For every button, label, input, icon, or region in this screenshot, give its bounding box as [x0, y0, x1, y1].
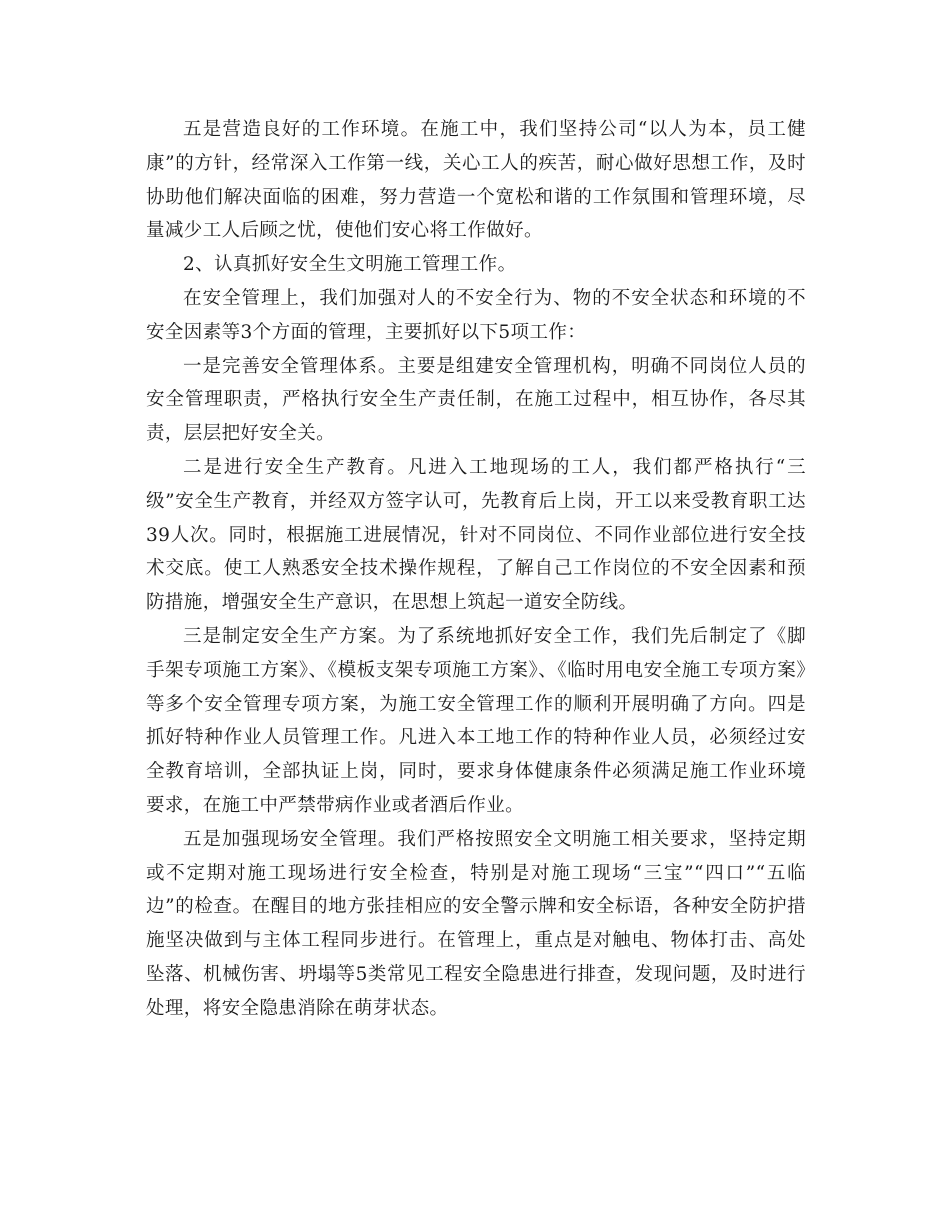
paragraph-safety-system: 一是完善安全管理体系。主要是组建安全管理机构，明确不同岗位人员的安全管理职责，严格执行安全生产责任制，在施工过程中，相互协作，各尽其责，层层把好安全关。 [146, 355, 806, 445]
paragraph-safety-intro: 在安全管理上，我们加强对人的不安全行为、物的不安全状态和环境的不安全因素等3个方面的管理，主要抓好以下5项工作： [146, 287, 806, 343]
paragraph-safety-plans: 三是制定安全生产方案。为了系统地抓好安全工作，我们先后制定了《脚手架专项施工方案》、《模板支架专项施工方案》、《临时用电安全施工专项方案》等多个安全管理专项方案，为施工安全管理工作的顺利开展明确了方向。四是抓好特种作业人员管理工作。凡进入本工地工作的特种作业人员，必须经过安全教育培训，全部执证上岗，同时，要求身体健康条件必须满足施工作业环境要求，在施工中严禁带病作业或者酒后作业。 [146, 625, 806, 816]
document-body [146, 113, 806, 1026]
paragraph-site-management: 五是加强现场安全管理。我们严格按照安全文明施工相关要求，坚持定期或不定期对施工现场进行安全检查，特别是对施工现场“三宝”“四口”“五临边”的检查。在醒目的地方张挂相应的安全警示牌和安全标语，各种安全防护措施坚决做到与主体工程同步进行。在管理上，重点是对触电、物体打击、高处坠落、机械伤害、坍塌等5类常见工程安全隐患进行排查，发现问题，及时进行处理，将安全隐患消除在萌芽状态。 [146, 828, 806, 1019]
paragraph-safety-education: 二是进行安全生产教育。凡进入工地现场的工人，我们都严格执行“三级”安全生产教育，并经双方签字认可，先教育后上岗，开工以来受教育职工达39人次。同时，根据施工进展情况，针对不同岗位、不同作业部位进行安全技术交底。使工人熟悉安全技术操作规程，了解自己工作岗位的不安全因素和预防措施，增强安全生产意识，在思想上筑起一道安全防线。 [146, 456, 806, 614]
paragraph-work-environment: 五是营造良好的工作环境。在施工中，我们坚持公司“以人为本，员工健康”的方针，经常深入工作第一线，关心工人的疾苦，耐心做好思想工作，及时协助他们解决面临的困难，努力营造一个宽松和谐的工作氛围和管理环境，尽量减少工人后顾之忧，使他们安心将工作做好。 [146, 119, 806, 242]
paragraph-section-heading-safety: 2、认真抓好安全生文明施工管理工作。 [183, 254, 517, 276]
